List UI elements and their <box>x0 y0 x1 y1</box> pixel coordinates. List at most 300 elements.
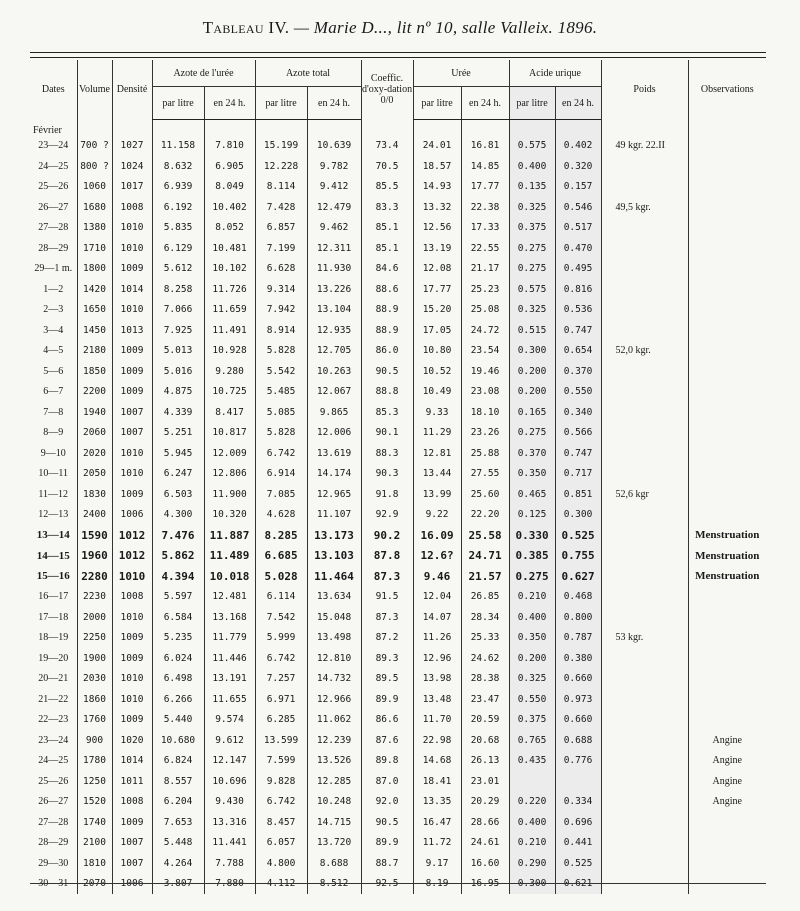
cell-uree-litre: 13.99 <box>413 484 461 505</box>
cell-acide-urique-litre: 0.400 <box>509 607 555 628</box>
cell-date: 27—28 <box>38 816 69 828</box>
cell-volume: 1680 <box>77 197 112 218</box>
cell-volume: 2100 <box>77 833 112 854</box>
cell-poids <box>601 587 688 608</box>
table-row <box>30 833 766 854</box>
table-row <box>30 689 766 710</box>
cell-azote-uree-24h: 10.018 <box>204 566 255 587</box>
cell-azote-uree-24h: 10.928 <box>204 341 255 362</box>
cell-observations: Angine <box>688 792 766 813</box>
cell-acide-urique-litre: 0.300 <box>509 874 555 895</box>
cell-date: 25—26 <box>38 775 69 787</box>
cell-azote-uree-litre: 7.066 <box>152 300 204 321</box>
cell-azote-total-24h: 10.248 <box>307 792 361 813</box>
cell-densite: 1006 <box>112 874 152 895</box>
cell-acide-urique-24h: 0.747 <box>555 320 601 341</box>
cell-azote-uree-24h: 10.402 <box>204 197 255 218</box>
cell-date: 23—24 <box>38 734 69 746</box>
cell-azote-total-24h: 12.285 <box>307 771 361 792</box>
month-row <box>30 120 766 136</box>
cell-acide-urique-24h: 0.688 <box>555 730 601 751</box>
cell-azote-total-litre: 5.999 <box>255 628 307 649</box>
cell-acide-urique-24h: 0.621 <box>555 874 601 895</box>
cell-azote-uree-24h: 11.655 <box>204 689 255 710</box>
cell-observations <box>688 136 766 157</box>
cell-acide-urique-24h: 0.654 <box>555 341 601 362</box>
cell-coefficient: 87.3 <box>361 607 413 628</box>
cell-observations <box>688 464 766 485</box>
cell-azote-total-litre: 9.314 <box>255 279 307 300</box>
cell-azote-uree-24h: 12.009 <box>204 443 255 464</box>
table-row <box>30 238 766 259</box>
cell-coefficient: 87.6 <box>361 730 413 751</box>
cell-densite: 1007 <box>112 423 152 444</box>
cell-acide-urique-litre: 0.210 <box>509 833 555 854</box>
cell-coefficient: 92.5 <box>361 874 413 895</box>
cell-date: 28—29 <box>38 242 69 254</box>
header-densite: Densité <box>112 60 152 120</box>
table-title-prefix: Tableau IV. <box>202 18 290 37</box>
cell-date: 30—31 <box>38 878 69 890</box>
cell-acide-urique-24h <box>555 771 601 792</box>
cell-uree-litre: 12.56 <box>413 218 461 239</box>
cell-observations <box>688 238 766 259</box>
cell-date: 29—1 m. <box>34 263 73 275</box>
cell-uree-24h: 27.55 <box>461 464 509 485</box>
cell-coefficient: 88.7 <box>361 853 413 874</box>
cell-date: 9—10 <box>40 447 66 459</box>
cell-azote-total-24h: 13.526 <box>307 751 361 772</box>
table-bottom-rule <box>30 883 766 884</box>
cell-uree-24h: 24.61 <box>461 833 509 854</box>
cell-azote-total-24h: 15.048 <box>307 607 361 628</box>
cell-uree-litre: 11.72 <box>413 833 461 854</box>
cell-coefficient: 90.2 <box>361 525 413 546</box>
cell-azote-uree-litre: 5.016 <box>152 361 204 382</box>
cell-acide-urique-litre: 0.135 <box>509 177 555 198</box>
cell-date: 25—26 <box>38 181 69 193</box>
cell-date: 5—6 <box>43 365 64 377</box>
cell-acide-urique-24h: 0.370 <box>555 361 601 382</box>
cell-poids: 49,5 kgr. <box>601 197 688 218</box>
cell-azote-total-litre: 9.828 <box>255 771 307 792</box>
cell-date: 14—15 <box>36 549 70 562</box>
cell-coefficient: 85.3 <box>361 402 413 423</box>
header-azote-uree: Azote de l'urée <box>152 60 255 87</box>
cell-azote-total-24h: 13.634 <box>307 587 361 608</box>
cell-azote-uree-litre: 8.258 <box>152 279 204 300</box>
cell-azote-uree-24h: 13.168 <box>204 607 255 628</box>
cell-acide-urique-litre: 0.200 <box>509 361 555 382</box>
cell-coefficient: 90.3 <box>361 464 413 485</box>
cell-observations <box>688 833 766 854</box>
cell-volume: 1960 <box>77 546 112 567</box>
cell-acide-urique-24h: 0.787 <box>555 628 601 649</box>
cell-azote-uree-24h: 7.810 <box>204 136 255 157</box>
cell-azote-total-24h: 13.173 <box>307 525 361 546</box>
cell-densite: 1027 <box>112 136 152 157</box>
cell-acide-urique-24h: 0.973 <box>555 689 601 710</box>
cell-acide-urique-litre: 0.220 <box>509 792 555 813</box>
cell-coefficient: 88.8 <box>361 382 413 403</box>
cell-uree-litre: 10.52 <box>413 361 461 382</box>
header-volume: Volume <box>77 60 112 120</box>
cell-uree-litre: 10.80 <box>413 341 461 362</box>
cell-uree-litre: 16.09 <box>413 525 461 546</box>
cell-densite: 1008 <box>112 587 152 608</box>
cell-azote-total-24h: 11.930 <box>307 259 361 280</box>
table-row <box>30 177 766 198</box>
cell-acide-urique-litre: 0.325 <box>509 300 555 321</box>
cell-acide-urique-24h: 0.441 <box>555 833 601 854</box>
cell-coefficient: 87.0 <box>361 771 413 792</box>
cell-densite: 1012 <box>112 546 152 567</box>
cell-azote-total-24h: 9.865 <box>307 402 361 423</box>
cell-poids: 53 kgr. <box>601 628 688 649</box>
cell-azote-uree-litre: 8.632 <box>152 156 204 177</box>
cell-acide-urique-24h: 0.816 <box>555 279 601 300</box>
cell-date: 21—22 <box>38 693 69 705</box>
cell-date: 28—29 <box>38 837 69 849</box>
cell-uree-litre: 14.93 <box>413 177 461 198</box>
cell-coefficient: 85.1 <box>361 218 413 239</box>
cell-azote-total-24h: 13.720 <box>307 833 361 854</box>
cell-azote-uree-litre: 5.835 <box>152 218 204 239</box>
cell-observations <box>688 341 766 362</box>
table-row <box>30 136 766 157</box>
cell-date: 1—2 <box>43 283 64 295</box>
cell-azote-total-litre: 5.542 <box>255 361 307 382</box>
cell-azote-total-24h: 12.311 <box>307 238 361 259</box>
cell-poids <box>601 505 688 526</box>
cell-coefficient: 87.8 <box>361 546 413 567</box>
title-rule-bottom <box>30 57 766 58</box>
cell-coefficient: 87.3 <box>361 566 413 587</box>
cell-observations <box>688 320 766 341</box>
cell-azote-total-24h: 13.104 <box>307 300 361 321</box>
cell-azote-uree-24h: 11.489 <box>204 546 255 567</box>
cell-uree-litre: 12.6? <box>413 546 461 567</box>
cell-volume: 2000 <box>77 607 112 628</box>
cell-azote-uree-litre: 6.503 <box>152 484 204 505</box>
cell-observations: Menstruation <box>688 566 766 587</box>
cell-poids <box>601 771 688 792</box>
cell-azote-total-24h: 9.782 <box>307 156 361 177</box>
cell-poids <box>601 177 688 198</box>
cell-poids <box>601 361 688 382</box>
cell-uree-litre: 10.49 <box>413 382 461 403</box>
cell-azote-total-litre: 6.285 <box>255 710 307 731</box>
cell-acide-urique-litre: 0.350 <box>509 464 555 485</box>
cell-volume: 700 ? <box>77 136 112 157</box>
cell-poids: 52,6 kgr <box>601 484 688 505</box>
cell-coefficient: 89.3 <box>361 648 413 669</box>
table-row <box>30 587 766 608</box>
cell-acide-urique-litre: 0.400 <box>509 156 555 177</box>
cell-uree-litre: 12.08 <box>413 259 461 280</box>
table-row <box>30 628 766 649</box>
cell-azote-uree-litre: 4.875 <box>152 382 204 403</box>
cell-date: 23—24 <box>38 140 69 152</box>
cell-acide-urique-24h: 0.517 <box>555 218 601 239</box>
cell-uree-24h: 20.29 <box>461 792 509 813</box>
cell-observations <box>688 648 766 669</box>
cell-densite: 1010 <box>112 300 152 321</box>
table-title-text: — Marie D..., lit nº 10, salle Valleix. 1896. <box>293 18 598 37</box>
cell-azote-total-litre: 7.085 <box>255 484 307 505</box>
cell-azote-uree-litre: 6.498 <box>152 669 204 690</box>
cell-densite: 1007 <box>112 833 152 854</box>
cell-acide-urique-24h: 0.495 <box>555 259 601 280</box>
cell-coefficient: 90.5 <box>361 812 413 833</box>
subheader-par-litre: par litre <box>152 87 204 120</box>
cell-azote-total-24h: 12.479 <box>307 197 361 218</box>
cell-azote-uree-litre: 6.192 <box>152 197 204 218</box>
cell-azote-uree-litre: 6.247 <box>152 464 204 485</box>
table-row <box>30 730 766 751</box>
cell-date: 18—19 <box>38 632 69 644</box>
table-row <box>30 279 766 300</box>
cell-observations <box>688 587 766 608</box>
cell-azote-uree-litre: 10.680 <box>152 730 204 751</box>
cell-date: 4—5 <box>43 345 64 357</box>
header-poids: Poids <box>601 60 688 120</box>
cell-acide-urique-litre: 0.330 <box>509 525 555 546</box>
table-row <box>30 300 766 321</box>
cell-azote-total-litre: 7.599 <box>255 751 307 772</box>
cell-uree-24h: 24.62 <box>461 648 509 669</box>
header-acide-urique: Acide urique <box>509 60 601 87</box>
cell-date: 8—9 <box>43 427 64 439</box>
cell-azote-uree-litre: 4.264 <box>152 853 204 874</box>
cell-acide-urique-litre: 0.275 <box>509 566 555 587</box>
cell-azote-uree-litre: 6.024 <box>152 648 204 669</box>
cell-uree-litre: 22.98 <box>413 730 461 751</box>
cell-azote-total-litre: 8.914 <box>255 320 307 341</box>
cell-azote-uree-24h: 10.102 <box>204 259 255 280</box>
cell-azote-total-24h: 8.512 <box>307 874 361 895</box>
cell-acide-urique-litre: 0.275 <box>509 238 555 259</box>
cell-azote-uree-24h: 9.430 <box>204 792 255 813</box>
cell-densite: 1020 <box>112 730 152 751</box>
cell-uree-24h: 25.23 <box>461 279 509 300</box>
cell-volume: 1860 <box>77 689 112 710</box>
cell-poids: 49 kgr. 22.II <box>601 136 688 157</box>
cell-poids <box>601 689 688 710</box>
cell-azote-uree-litre: 5.597 <box>152 587 204 608</box>
cell-azote-uree-litre: 11.158 <box>152 136 204 157</box>
cell-uree-24h: 17.77 <box>461 177 509 198</box>
cell-uree-litre: 24.01 <box>413 136 461 157</box>
cell-acide-urique-24h: 0.340 <box>555 402 601 423</box>
cell-observations <box>688 689 766 710</box>
cell-volume: 1590 <box>77 525 112 546</box>
cell-acide-urique-litre <box>509 771 555 792</box>
cell-date: 17—18 <box>38 611 69 623</box>
cell-coefficient: 88.6 <box>361 279 413 300</box>
cell-densite: 1010 <box>112 238 152 259</box>
cell-date: 24—25 <box>38 755 69 767</box>
cell-uree-litre: 16.47 <box>413 812 461 833</box>
cell-volume: 1800 <box>77 259 112 280</box>
table-row <box>30 259 766 280</box>
cell-coefficient: 83.3 <box>361 197 413 218</box>
cell-poids <box>601 710 688 731</box>
cell-uree-24h: 16.95 <box>461 874 509 895</box>
cell-volume: 1810 <box>77 853 112 874</box>
cell-acide-urique-litre: 0.200 <box>509 648 555 669</box>
cell-observations <box>688 300 766 321</box>
cell-acide-urique-24h: 0.550 <box>555 382 601 403</box>
cell-azote-uree-24h: 7.880 <box>204 874 255 895</box>
cell-azote-total-litre: 8.285 <box>255 525 307 546</box>
cell-azote-total-litre: 5.828 <box>255 341 307 362</box>
table-row <box>30 792 766 813</box>
cell-uree-24h: 18.10 <box>461 402 509 423</box>
cell-azote-total-24h: 13.226 <box>307 279 361 300</box>
cell-poids <box>601 853 688 874</box>
cell-date: 10—11 <box>38 468 69 480</box>
cell-azote-total-24h: 14.715 <box>307 812 361 833</box>
cell-observations <box>688 505 766 526</box>
cell-coefficient: 86.6 <box>361 710 413 731</box>
cell-poids <box>601 833 688 854</box>
cell-azote-total-24h: 13.619 <box>307 443 361 464</box>
cell-acide-urique-litre: 0.375 <box>509 710 555 731</box>
cell-volume: 1380 <box>77 218 112 239</box>
cell-uree-24h: 16.81 <box>461 136 509 157</box>
cell-uree-24h: 21.57 <box>461 566 509 587</box>
cell-azote-total-litre: 5.085 <box>255 402 307 423</box>
table-row <box>30 341 766 362</box>
table-title <box>0 18 800 38</box>
table-header <box>30 60 766 120</box>
cell-observations <box>688 443 766 464</box>
cell-poids <box>601 546 688 567</box>
cell-coefficient: 88.3 <box>361 443 413 464</box>
cell-azote-uree-24h: 11.726 <box>204 279 255 300</box>
cell-azote-total-litre: 4.112 <box>255 874 307 895</box>
cell-poids <box>601 648 688 669</box>
cell-azote-total-litre: 6.742 <box>255 648 307 669</box>
cell-azote-total-litre: 5.028 <box>255 566 307 587</box>
cell-azote-uree-24h: 10.725 <box>204 382 255 403</box>
cell-azote-total-litre: 7.942 <box>255 300 307 321</box>
header-azote-total: Azote total <box>255 60 361 87</box>
cell-volume: 1740 <box>77 812 112 833</box>
cell-acide-urique-24h: 0.470 <box>555 238 601 259</box>
cell-acide-urique-24h: 0.755 <box>555 546 601 567</box>
cell-azote-uree-litre: 5.251 <box>152 423 204 444</box>
cell-acide-urique-24h: 0.696 <box>555 812 601 833</box>
cell-acide-urique-litre: 0.350 <box>509 628 555 649</box>
subheader-en-24h: en 24 h. <box>204 87 255 120</box>
cell-azote-uree-24h: 13.316 <box>204 812 255 833</box>
cell-volume: 1940 <box>77 402 112 423</box>
table-row <box>30 853 766 874</box>
cell-azote-uree-24h: 11.441 <box>204 833 255 854</box>
cell-densite: 1024 <box>112 156 152 177</box>
cell-azote-uree-litre: 4.339 <box>152 402 204 423</box>
cell-azote-total-litre: 6.628 <box>255 259 307 280</box>
cell-densite: 1009 <box>112 648 152 669</box>
cell-coefficient: 86.0 <box>361 341 413 362</box>
cell-observations <box>688 423 766 444</box>
cell-acide-urique-24h: 0.747 <box>555 443 601 464</box>
cell-observations: Menstruation <box>688 525 766 546</box>
table-row <box>30 320 766 341</box>
cell-uree-24h: 14.85 <box>461 156 509 177</box>
cell-date: 12—13 <box>38 509 69 521</box>
cell-azote-total-24h: 12.239 <box>307 730 361 751</box>
cell-volume: 1650 <box>77 300 112 321</box>
cell-coefficient: 88.9 <box>361 300 413 321</box>
table-row <box>30 197 766 218</box>
cell-volume: 2050 <box>77 464 112 485</box>
cell-azote-total-24h: 12.006 <box>307 423 361 444</box>
cell-azote-uree-litre: 6.129 <box>152 238 204 259</box>
cell-azote-total-litre: 6.971 <box>255 689 307 710</box>
table-row <box>30 156 766 177</box>
cell-uree-litre: 9.46 <box>413 566 461 587</box>
cell-azote-uree-24h: 12.147 <box>204 751 255 772</box>
table-row <box>30 648 766 669</box>
data-table <box>30 60 766 894</box>
cell-poids <box>601 525 688 546</box>
cell-uree-24h: 22.55 <box>461 238 509 259</box>
cell-azote-uree-24h: 8.049 <box>204 177 255 198</box>
cell-azote-total-litre: 4.628 <box>255 505 307 526</box>
cell-acide-urique-24h: 0.157 <box>555 177 601 198</box>
cell-acide-urique-litre: 0.370 <box>509 443 555 464</box>
cell-acide-urique-litre: 0.165 <box>509 402 555 423</box>
cell-acide-urique-litre: 0.125 <box>509 505 555 526</box>
cell-uree-24h: 22.20 <box>461 505 509 526</box>
cell-acide-urique-24h: 0.660 <box>555 669 601 690</box>
cell-acide-urique-24h: 0.717 <box>555 464 601 485</box>
cell-azote-uree-24h: 13.191 <box>204 669 255 690</box>
cell-azote-total-litre: 6.057 <box>255 833 307 854</box>
cell-acide-urique-litre: 0.290 <box>509 853 555 874</box>
cell-azote-total-litre: 5.485 <box>255 382 307 403</box>
cell-azote-total-litre: 7.428 <box>255 197 307 218</box>
cell-date: 26—27 <box>38 201 69 213</box>
cell-azote-uree-litre: 5.612 <box>152 259 204 280</box>
cell-azote-uree-24h: 7.788 <box>204 853 255 874</box>
cell-poids <box>601 402 688 423</box>
cell-coefficient: 91.5 <box>361 587 413 608</box>
cell-azote-total-litre: 7.199 <box>255 238 307 259</box>
cell-volume: 1420 <box>77 279 112 300</box>
cell-date: 2—3 <box>43 304 64 316</box>
table-row <box>30 464 766 485</box>
cell-azote-total-litre: 13.599 <box>255 730 307 751</box>
subheader-par-litre: par litre <box>413 87 461 120</box>
cell-azote-uree-24h: 11.887 <box>204 525 255 546</box>
subheader-par-litre: par litre <box>255 87 307 120</box>
cell-acide-urique-litre: 0.275 <box>509 259 555 280</box>
cell-volume: 1520 <box>77 792 112 813</box>
table-row <box>30 771 766 792</box>
cell-uree-24h: 23.08 <box>461 382 509 403</box>
cell-azote-total-24h: 12.935 <box>307 320 361 341</box>
cell-acide-urique-24h: 0.525 <box>555 525 601 546</box>
cell-coefficient: 89.8 <box>361 751 413 772</box>
cell-uree-24h: 17.33 <box>461 218 509 239</box>
cell-volume: 1250 <box>77 771 112 792</box>
cell-azote-total-24h: 12.705 <box>307 341 361 362</box>
cell-uree-24h: 24.72 <box>461 320 509 341</box>
